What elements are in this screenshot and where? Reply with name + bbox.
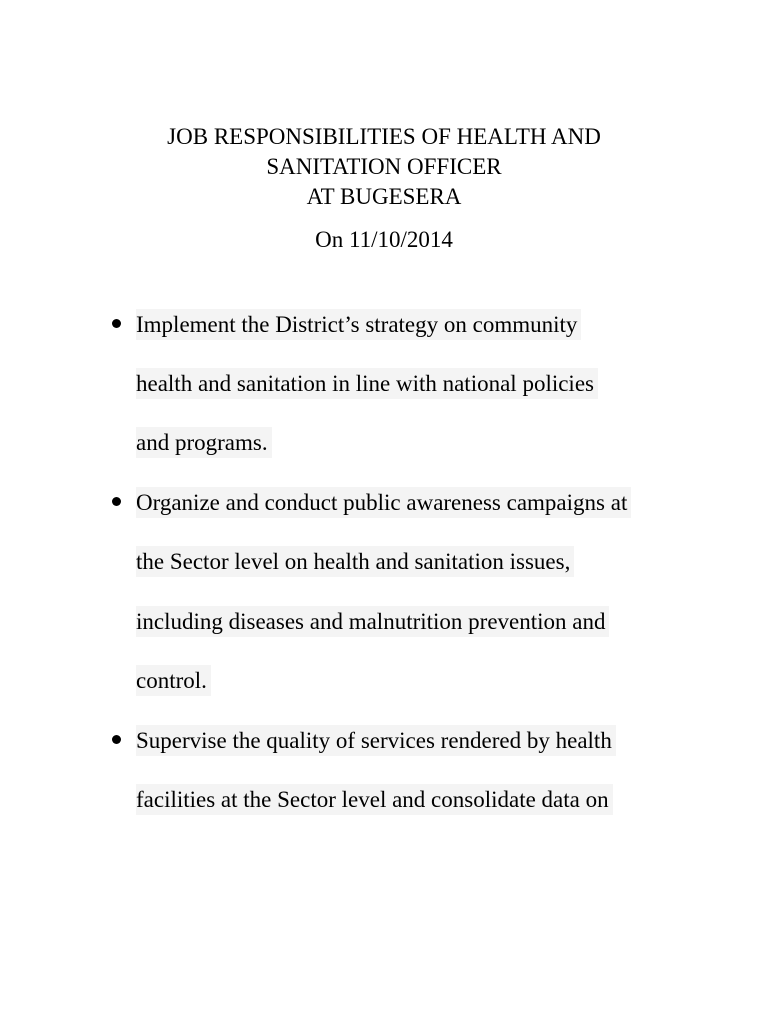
title-line-3: AT BUGESERA: [306, 184, 462, 209]
bullet-3-line-2: facilities at the Sector level and consolidate data on: [136, 784, 613, 815]
bullet-2-line-2: the Sector level on health and sanitation issues,: [136, 546, 574, 577]
bullet-2-line-1: Organize and conduct public awareness campaigns at: [136, 487, 631, 518]
bullet-1-line-1: Implement the District’s strategy on community: [136, 309, 581, 340]
bullet-2-line-3: including diseases and malnutrition prevention and: [136, 606, 609, 637]
bullet-3-line-1: Supervise the quality of services rendered by health: [136, 725, 616, 756]
title-line-2: SANITATION OFFICER: [266, 154, 502, 179]
title-line-1: JOB RESPONSIBILITIES OF HEALTH AND: [167, 124, 601, 149]
bullet-1-line-2: health and sanitation in line with national policies: [136, 368, 598, 399]
bullet-1-line-3: and programs.: [136, 427, 272, 458]
bullet-point-2: [112, 497, 121, 506]
document-date: On 11/10/2014: [315, 227, 453, 252]
bullet-2-line-4: control.: [136, 665, 211, 696]
bullet-point-3: [112, 735, 121, 744]
bullet-point-1: [112, 319, 121, 328]
